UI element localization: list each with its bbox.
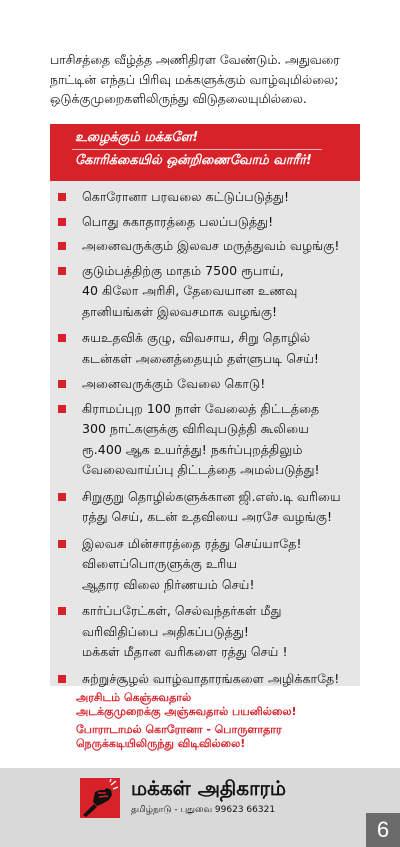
slogan-line: அரசிடம் கெஞ்சுவதால் [76, 691, 192, 704]
bullet-square-icon [58, 540, 66, 548]
demand-text: சிறுகுறு தொழில்களுக்கான ஜி.எஸ்.டி வரியை [82, 488, 341, 504]
demands-list [50, 182, 360, 689]
demand-text: சுற்றுச்சூழல் வாழ்வாதாரங்களை அழிக்காதே! [82, 670, 340, 686]
demand-text: பொது சுகாதாரத்தை பலப்படுத்து! [82, 213, 274, 229]
demand-text: கிராமப்புற 100 நாள் வேலைத் திட்டத்தை [82, 400, 320, 416]
demand-text: கடன்கள் அனைத்தையும் தள்ளுபடி செய்! [82, 350, 319, 366]
demands-banner [50, 124, 360, 181]
page-number: 6 [366, 813, 400, 847]
intro-line: நாட்டின் எந்தப் பிரிவு மக்களுக்கும் வாழ்வுமில்லை; [50, 71, 339, 87]
demand-item [50, 261, 360, 323]
banner-line-2: கோரிக்கையில் ஒன்றிணைவோம் வாரீர்! [75, 153, 312, 168]
bullet-square-icon [58, 242, 66, 250]
slogan-2 [76, 723, 376, 750]
demand-text: விளைப்பொருளுக்கு உரிய [82, 556, 238, 571]
demand-text: ரத்து செய், கடன் உதவியை அரசே வழங்கு! [82, 509, 332, 524]
bullet-square-icon [58, 493, 66, 501]
demand-item [50, 601, 360, 663]
demand-text: 40 கிலோ அரிசி, தேவையான உணவு [82, 283, 298, 298]
demand-text: மக்கள் மீதான வரிகளை ரத்து செய் ! [82, 644, 288, 659]
slogan-1 [76, 691, 376, 718]
demand-text: இலவச மின்சாரத்தை ரத்து செய்யாதே! [82, 535, 302, 551]
demand-item [50, 187, 360, 208]
intro-paragraph [50, 50, 370, 109]
demand-item [50, 534, 360, 596]
banner-line-1: உழைக்கும் மக்களே! [75, 130, 199, 145]
demand-text: வேலைவாய்ப்பு திட்டத்தை அமல்படுத்து! [82, 462, 320, 477]
demand-text: தானியங்கள் இலவசமாக வழங்கு! [82, 303, 277, 319]
bullet-square-icon [58, 193, 66, 201]
bullet-square-icon [58, 218, 66, 226]
slogan-line: போராடாமல் கொரோனா - பொருளாதார [76, 723, 282, 736]
bullet-square-icon [58, 675, 66, 683]
brand-name: மக்கள் அதிகாரம் [131, 776, 286, 800]
slogan-line: அடக்குமுறைக்கு அஞ்சுவதால் பயனில்லை! [76, 704, 297, 718]
demand-text: கார்ப்பரேட்கள், செல்வந்தர்கள் மீது [82, 603, 282, 618]
brand-contact: தமிழ்நாடு - புதுவை 99623 66321 [131, 805, 276, 815]
demand-text: சுயஉதவிக் குழு, விவசாய, சிறு தொழில் [82, 330, 311, 345]
raised-fist-icon [80, 778, 120, 818]
banner-divider [72, 149, 322, 150]
demands-card [50, 124, 360, 686]
slogan-line: நெருக்கடியிலிருந்து விடிவில்லை! [76, 736, 246, 750]
demand-text: கொரோனா பரவலை கட்டுப்படுத்து! [82, 189, 290, 204]
demand-item [50, 374, 360, 395]
bullet-square-icon [58, 334, 66, 342]
demand-text: ரூ.400 ஆக உயர்த்து! நகர்ப்புறத்திலும் [82, 441, 303, 457]
demand-item [50, 487, 360, 528]
demand-item [50, 236, 360, 257]
bullet-square-icon [58, 267, 66, 275]
demand-text: குடும்பத்திற்கு மாதம் 7500 ரூபாய், [82, 262, 284, 278]
demand-text: 300 நாட்களுக்கு விரிவுபடுத்தி கூலியை [82, 421, 309, 436]
intro-line: பாசிசத்தை வீழ்த்த அணிதிரள வேண்டும். அதுவரை [50, 52, 340, 67]
demand-item [50, 212, 360, 233]
demand-text: அனைவருக்கும் இலவச மருத்துவம் வழங்கு! [82, 238, 340, 253]
demand-text: அனைவருக்கும் வேலை கொடு! [82, 376, 266, 391]
demand-item [50, 669, 360, 690]
demand-item [50, 399, 360, 481]
bullet-square-icon [58, 380, 66, 388]
intro-line: ஒடுக்குமுறைகளிலிருந்து விடுதலையுமில்லை. [50, 91, 307, 106]
bullet-square-icon [58, 405, 66, 413]
demand-text: வரிவிதிப்பை அதிகப்படுத்து! [82, 623, 249, 639]
demand-text: ஆதார விலை நிர்ணயம் செய்! [82, 576, 255, 592]
bullet-square-icon [58, 607, 66, 615]
demand-item [50, 328, 360, 369]
